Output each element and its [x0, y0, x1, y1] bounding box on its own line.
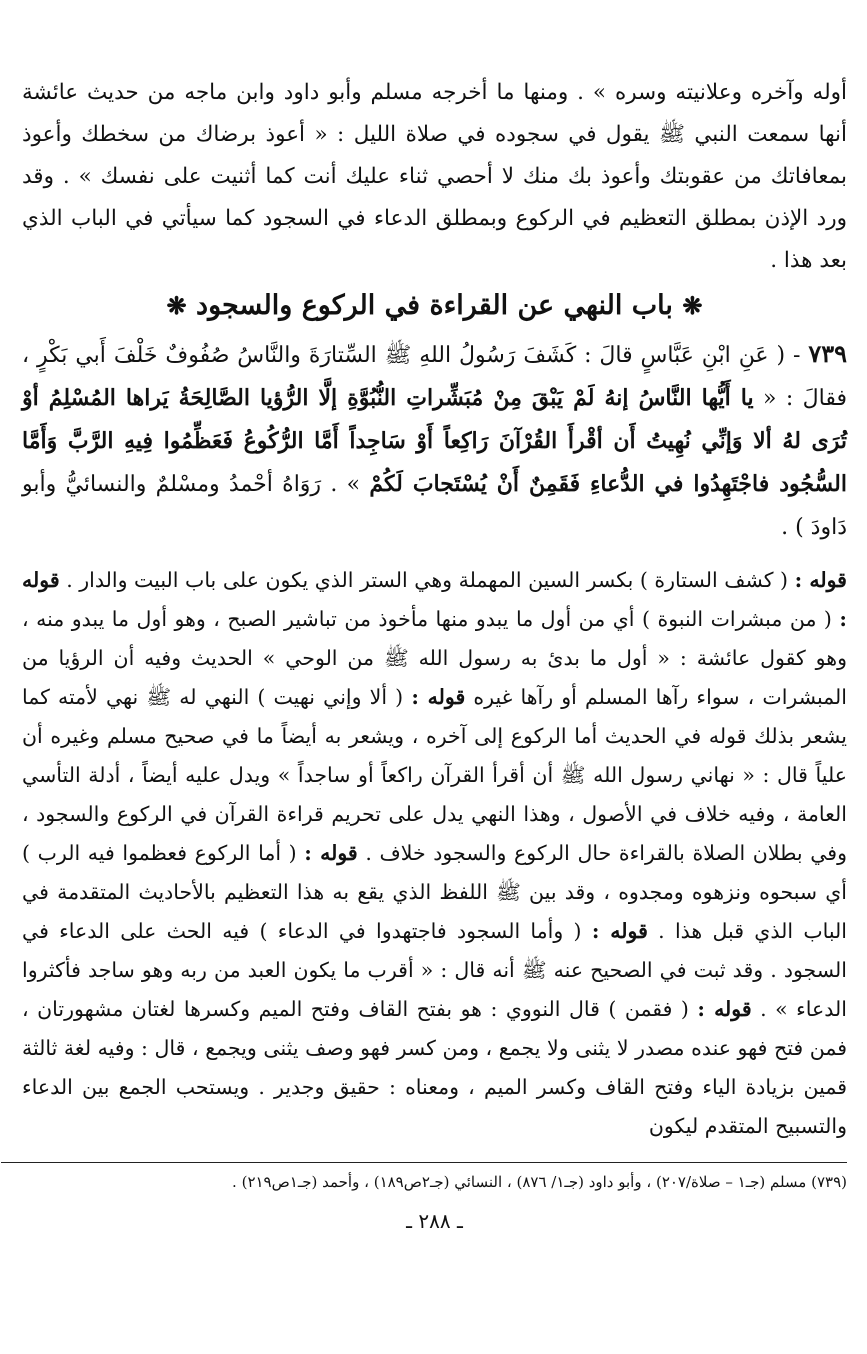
commentary-label: قوله : — [22, 568, 847, 631]
hadith-tail: » . رَوَاهُ أحْمدُ ومسْلمٌ والنسائيُّ وأبو دَاودَ ) . — [22, 472, 847, 540]
intro-paragraph: أوله وآخره وعلانيته وسره » . ومنها ما أخرجه مسلم وأبو داود وابن ماجه من حديث عائشة أنها سمعت النبي ﷺ يقول في سجوده في صلاة الليل : « أعوذ برضاك من سخطك وأعوذ بمعافاتك من عقوبتك وأعوذ بك منك لا أحصي ثناء عليك أنت كما أثنيت على نفسك » . وقد ورد الإذن بمطلق التعظيم في الركوع وبمطلق الدعاء في السجود كما سيأتي في الباب الذي بعد هذا . — [22, 80, 847, 273]
commentary-text: ( كشف الستارة ) بكسر السين المهملة وهي الستر الذي يكون على باب البيت والدار . — [59, 568, 795, 592]
commentary-text: ( فقمن ) قال النووي : هو بفتح القاف وفتح الميم وكسرها لغتان مشهورتان ، فمن فتح فهو عنده مصدر لا يثنى ولا يجمع ، ومن كسر فهو وصف يثنى ويجمع ، قال : وفيه لغة ثالثة قمين بزيادة الياء وفتح القاف وكسر الميم ، ومعناه : حقيق وجدير . ويستحب الجمع بين الدعاء والتسبيح المتقدم ليكون — [22, 997, 847, 1138]
chapter-title: باب النهي عن القراءة في الركوع والسجود — [196, 290, 673, 321]
chapter-heading — [22, 284, 847, 328]
commentary-text: ( وأما السجود فاجتهدوا في الدعاء ) فيه الحث على الدعاء في السجود . وقد ثبت في الصحيح عنه ﷺ أنه قال : « أقرب ما يكون العبد من ربه وهو ساجد فأكثروا الدعاء » . — [22, 919, 847, 1021]
commentary-text: ( من مبشرات النبوة ) أي من أول ما يبدو منها مأخوذ من تباشير الصبح ، وهو أول ما يبدو منه ، وهو كقول عائشة : « أول ما بدئ به رسول الله ﷺ من الوحي » الحديث وفيه أن الرؤيا من المبشرات ، سواء رآها المسلم أو رآها غيره — [22, 607, 847, 709]
commentary-label: قوله : — [411, 685, 466, 709]
hadith-dash: - — [785, 343, 809, 368]
footnote-divider — [1, 1162, 847, 1163]
commentary-label: قوله : — [304, 841, 358, 865]
star-ornament-icon: ❋ — [166, 291, 187, 320]
commentary-label: قوله : — [591, 919, 648, 943]
commentary-text: ( أما الركوع فعظموا فيه الرب ) أي سبحوه ونزهوه ومجدوه ، وقد بين ﷺ اللفظ الذي يقع به هذا التعظيم بالأحاديث المتقدمة في الباب الذي قبل هذا . — [22, 841, 847, 943]
hadith-text — [22, 332, 847, 549]
commentary-label: قوله : — [794, 568, 847, 592]
prophetic-quote: يا أَيُّها النَّاسُ إنهُ لَمْ يَبْقَ مِنْ مُبَشِّراتِ النُّبُوَّةِ إلَّا الرُّؤيا الصَّالِحَةُ يَراها المُسْلِمُ أوْ تُرَى لهُ ألا وَإنِّي نُهِيتُ أَن أقْرأَ القُرْآنَ رَاكِعاً أَوْ سَاجِداً أَمَّا الرُّكُوعُ فَعَظِّمُوا فِيهِ الرَّبَّ وَأَمَّا السُّجُود فاجْتَهِدُوا في الدُّعاءِ فَقَمِنٌ أَنْ يُسْتَجابَ لَكُمْ — [22, 385, 847, 497]
hadith-number: ٧٣٩ — [808, 339, 847, 368]
hadith-lead: ( عَنِ ابْنِ عَبَّاسٍ قالَ : كَشَفَ رَسُولُ اللهِ ﷺ السِّتارَةَ والنَّاسُ صُفُوفٌ خَلْفَ أَبي بَكْرٍ ، فقالَ : « — [22, 343, 847, 411]
star-ornament-icon: ❋ — [682, 291, 703, 320]
page-number: ـ ٢٨٨ ـ — [406, 1209, 463, 1233]
commentary-text: ( ألا وإني نهيت ) النهي له ﷺ نهي لأمته كما يشعر بذلك قوله في الحديث أما الركوع إلى آخره ، ويشعر به أيضاً ما في صحيح مسلم وغيره أن علياً قال : « نهاني رسول الله ﷺ أن أقرأ القرآن راكعاً أو ساجداً » ويدل عليه أيضاً ، أدلة التأسي العامة ، وفيه خلاف في الأصول ، وهذا النهي يدل على تحريم قراءة القرآن في الركوع والسجود ، وفي بطلان الصلاة بالقراءة حال الركوع والسجود خلاف . — [22, 685, 847, 865]
commentary — [22, 561, 847, 1146]
footnote: (٧٣٩) مسلم (جـ١ – صلاة/٢٠٧) ، وأبو داود (جـ١/ ٨٧٦) ، النسائي (جـ٢ص١٨٩) ، وأحمد (جـ١ص٢١٩) . — [232, 1173, 847, 1191]
commentary-label: قوله : — [697, 997, 752, 1021]
